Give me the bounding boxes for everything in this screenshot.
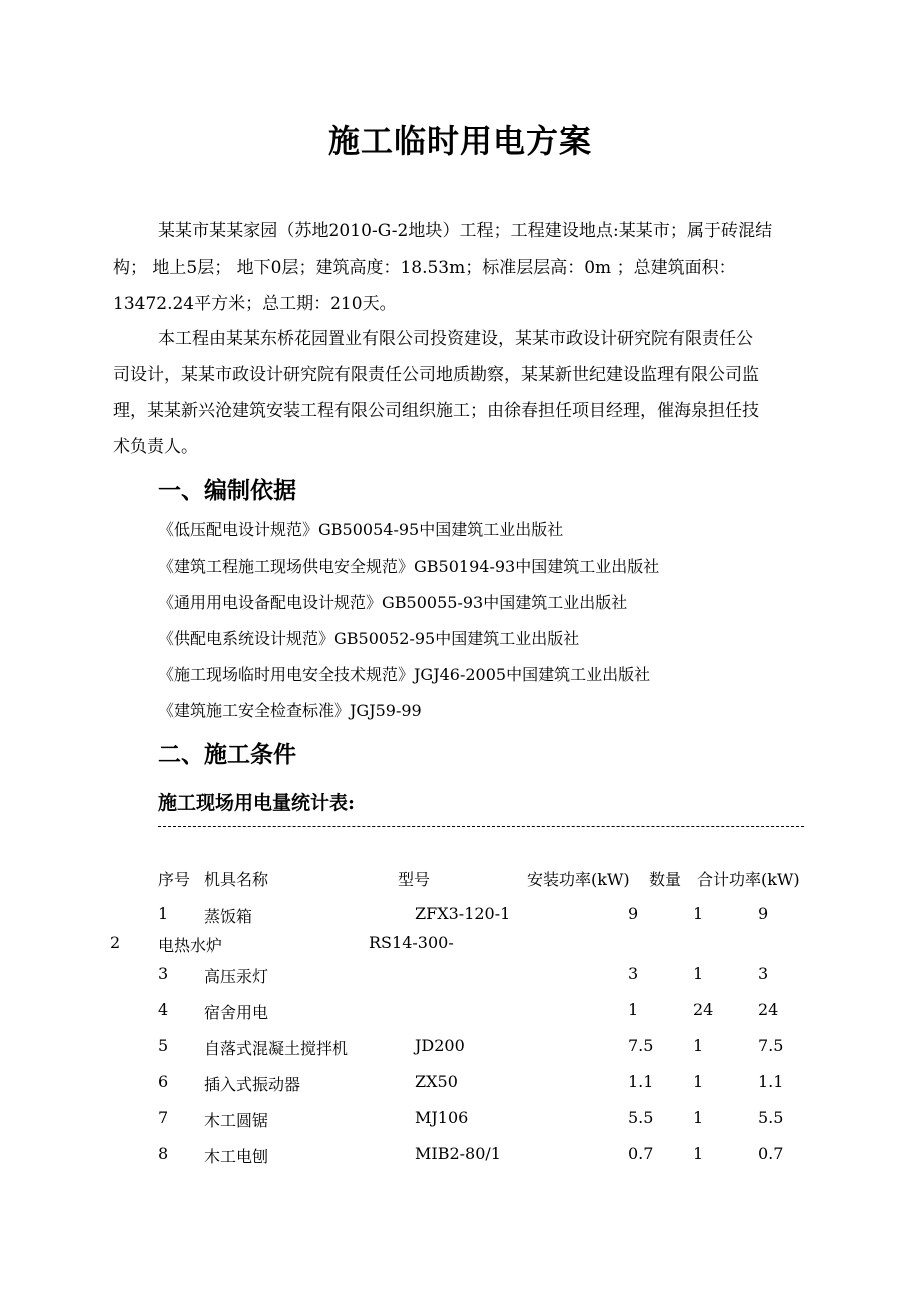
row-qty: 1 — [693, 1144, 704, 1163]
row-power: 7.5 — [628, 1036, 654, 1055]
row-model: JD200 — [415, 1036, 465, 1055]
row-name: 高压汞灯 — [204, 967, 269, 986]
row-no: 1 — [158, 904, 169, 923]
row-no: 4 — [158, 1000, 169, 1019]
row-model: ZFX3-120-1 — [415, 904, 511, 923]
row-power: 5.5 — [628, 1108, 654, 1127]
row-name: 宿舍用电 — [204, 1003, 269, 1022]
row-total: 5.5 — [758, 1108, 784, 1127]
row-no: 3 — [158, 964, 169, 983]
row-qty: 1 — [693, 1036, 704, 1055]
row-model: MIB2-80/1 — [415, 1144, 501, 1163]
row-qty: 1 — [693, 904, 704, 923]
row-no: 2 — [110, 933, 121, 952]
intro-p2-line: 本工程由某某东桥花园置业有限公司投资建设，某某市政设计研究院有限责任公 — [158, 329, 753, 349]
reference-item: 《建筑施工安全检查标准》JGJ59-99 — [158, 701, 422, 720]
reference-item: 《施工现场临时用电安全技术规范》JGJ46-2005中国建筑工业出版社 — [158, 665, 651, 684]
row-name: 电热水炉 — [158, 936, 223, 955]
table-title: 施工现场用电量统计表: — [158, 792, 356, 814]
row-total: 3 — [758, 964, 769, 983]
dashed-divider — [158, 826, 804, 827]
reference-item: 《供配电系统设计规范》GB50052-95中国建筑工业出版社 — [158, 629, 580, 648]
row-model: ZX50 — [415, 1072, 458, 1091]
page-title: 施工临时用电方案 — [327, 122, 592, 160]
row-total: 24 — [758, 1000, 779, 1019]
header-power: 安装功率(kW) — [527, 870, 630, 889]
row-no: 6 — [158, 1072, 169, 1091]
header-total: 合计功率(kW) — [697, 870, 800, 889]
row-model: MJ106 — [415, 1108, 469, 1127]
section-heading-basis: 一、编制依据 — [158, 477, 296, 504]
intro-p1-line: 某某市某某家园（苏地2010-G-2地块）工程；工程建设地点:某某市；属于砖混结 — [158, 221, 773, 241]
header-no: 序号 — [158, 870, 191, 889]
row-total: 7.5 — [758, 1036, 784, 1055]
row-qty: 1 — [693, 1108, 704, 1127]
row-name: 插入式振动器 — [204, 1075, 301, 1094]
row-power: 3 — [628, 964, 639, 983]
row-name: 蒸饭箱 — [204, 907, 253, 926]
header-qty: 数量 — [649, 870, 682, 889]
row-power: 9 — [628, 904, 639, 923]
row-no: 8 — [158, 1144, 169, 1163]
intro-p2-line: 术负责人。 — [113, 437, 198, 457]
row-total: 0.7 — [758, 1144, 784, 1163]
row-no: 7 — [158, 1108, 169, 1127]
row-qty: 1 — [693, 1072, 704, 1091]
intro-p1-line: 构； 地上5层； 地下0层；建筑高度：18.53m；标准层层高：0m ；总建筑面积： — [113, 258, 736, 278]
intro-p2-line: 司设计，某某市政设计研究院有限责任公司地质勘察，某某新世纪建设监理有限公司监 — [113, 365, 759, 385]
reference-item: 《低压配电设计规范》GB50054-95中国建筑工业出版社 — [158, 520, 564, 539]
section-heading-conditions: 二、施工条件 — [158, 741, 296, 768]
row-name: 木工圆锯 — [204, 1111, 269, 1130]
intro-p1-line: 13472.24平方米；总工期：210天。 — [113, 294, 397, 314]
row-qty: 24 — [693, 1000, 714, 1019]
header-model: 型号 — [398, 870, 431, 889]
row-total: 9 — [758, 904, 769, 923]
row-name: 木工电刨 — [204, 1147, 269, 1166]
row-qty: 1 — [693, 964, 704, 983]
row-power: 1.1 — [628, 1072, 654, 1091]
row-power: 0.7 — [628, 1144, 654, 1163]
reference-item: 《建筑工程施工现场供电安全规范》GB50194-93中国建筑工业出版社 — [158, 557, 660, 576]
row-model: RS14-300- — [369, 933, 454, 952]
header-name: 机具名称 — [204, 870, 269, 889]
row-name: 自落式混凝土搅拌机 — [204, 1039, 349, 1058]
reference-item: 《通用用电设备配电设计规范》GB50055-93中国建筑工业出版社 — [158, 593, 628, 612]
row-no: 5 — [158, 1036, 169, 1055]
row-power: 1 — [628, 1000, 639, 1019]
intro-p2-line: 理，某某新兴沧建筑安装工程有限公司组织施工；由徐春担任项目经理，催海泉担任技 — [113, 401, 759, 421]
row-total: 1.1 — [758, 1072, 784, 1091]
